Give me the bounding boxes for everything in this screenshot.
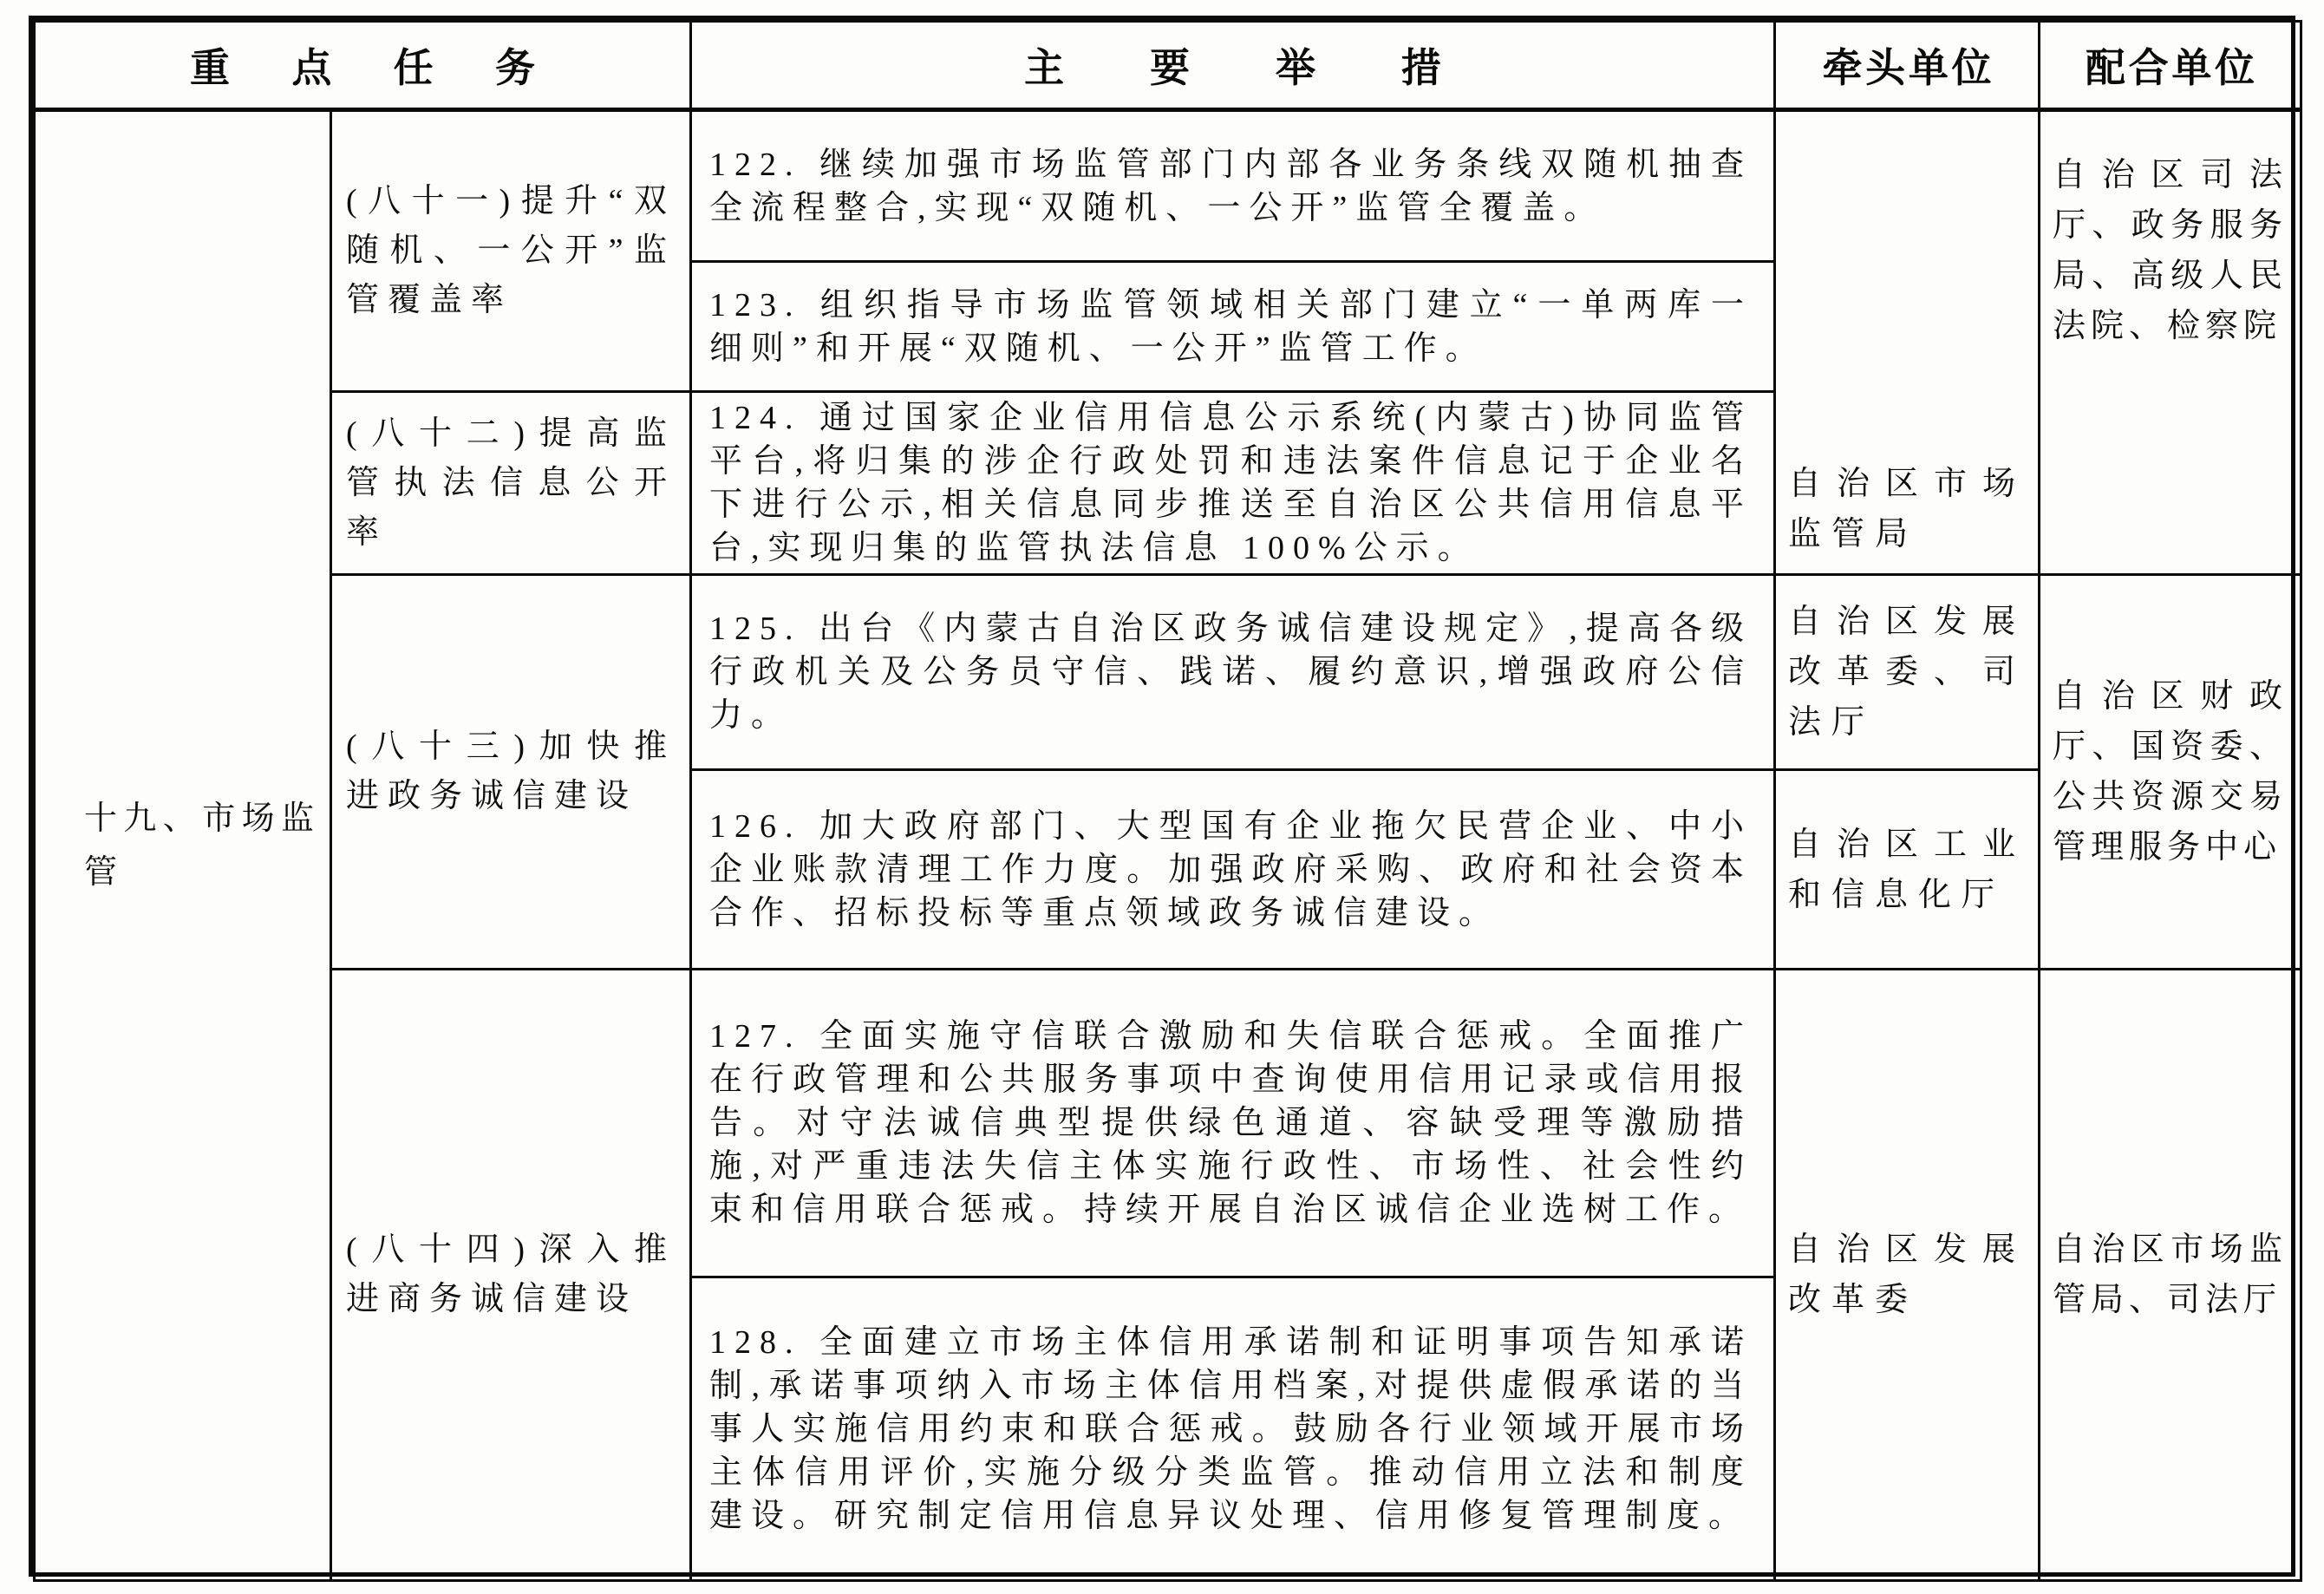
measure-cell-123: 123. 组织指导市场监管领域相关部门建立“一单两库一细则”和开展“双随机、一公开”监管工作。 xyxy=(691,262,1775,392)
header-lead-unit xyxy=(1775,22,2040,110)
coop-unit-cell-125-126: 自治区财政厅、国资委、公共资源交易管理服务中心 xyxy=(2040,575,2301,970)
task-cell-84: (八十四)深入推进商务诚信建设 xyxy=(331,970,691,1581)
header-main-measures-label: 主要举措 xyxy=(1024,45,1527,90)
coop-unit-cell-127-128: 自治区市场监管局、司法厅 xyxy=(2040,970,2301,1581)
measure-cell-124: 124. 通过国家企业信用信息公示系统(内蒙古)协同监管平台,将归集的涉企行政处罚和违法案件信息记于企业名下进行公示,相关信息同步推送至自治区公共信用信息平台,实现归集的监管执法信息 100%公示。 xyxy=(691,392,1775,575)
header-coop-unit-label: 配合单位 xyxy=(2085,45,2258,90)
row-125 xyxy=(35,575,2301,770)
task-cell-82: (八十二)提高监管执法信息公开率 xyxy=(331,392,691,575)
measure-cell-127: 127. 全面实施守信联合激励和失信联合惩戒。全面推广在行政管理和公共服务事项中查询使用信用记录或信用报告。对守法诚信典型提供绿色通道、容缺受理等激励措施,对严重违法失信主体实施行政性、市场性、社会性约束和信用联合惩戒。持续开展自治区诚信企业选树工作。 xyxy=(691,970,1775,1277)
government-work-table xyxy=(33,20,2302,1582)
task-measures-table xyxy=(29,16,2295,1577)
category-cell-market-regulation: 十九、市场监管 xyxy=(35,110,331,1581)
row-122 xyxy=(35,110,2301,262)
task-cell-83: (八十三)加快推进政务诚信建设 xyxy=(331,575,691,970)
header-main-measures xyxy=(691,22,1775,110)
header-key-tasks-label: 重点任务 xyxy=(190,45,597,90)
lead-unit-cell-122-124: 自治区市场监管局 xyxy=(1775,110,2040,575)
lead-unit-cell-127-128: 自治区发展改革委 xyxy=(1775,970,2040,1581)
measure-cell-125: 125. 出台《内蒙古自治区政务诚信建设规定》,提高各级行政机关及公务员守信、践诺、履约意识,增强政府公信力。 xyxy=(691,575,1775,770)
task-cell-81: (八十一)提升“双随机、一公开”监管覆盖率 xyxy=(331,110,691,392)
lead-unit-cell-126: 自治区工业和信息化厅 xyxy=(1775,770,2040,970)
measure-cell-122: 122. 继续加强市场监管部门内部各业务条线双随机抽查全流程整合,实现“双随机、一公开”监管全覆盖。 xyxy=(691,110,1775,262)
header-coop-unit xyxy=(2040,22,2301,110)
measure-cell-128: 128. 全面建立市场主体信用承诺制和证明事项告知承诺制,承诺事项纳入市场主体信用档案,对提供虚假承诺的当事人实施信用约束和联合惩戒。鼓励各行业领域开展市场主体信用评价,实施分级分类监管。推动信用立法和制度建设。研究制定信用信息异议处理、信用修复管理制度。 xyxy=(691,1277,1775,1581)
coop-unit-cell-122-124: 自治区司法厅、政务服务局、高级人民法院、检察院 xyxy=(2040,110,2301,575)
lead-unit-cell-125: 自治区发展改革委、司法厅 xyxy=(1775,575,2040,770)
header-row xyxy=(35,22,2301,110)
measure-cell-126: 126. 加大政府部门、大型国有企业拖欠民营企业、中小企业账款清理工作力度。加强政府采购、政府和社会资本合作、招标投标等重点领域政务诚信建设。 xyxy=(691,770,1775,970)
row-127 xyxy=(35,970,2301,1277)
header-lead-unit-label: 牵头单位 xyxy=(1822,45,1995,90)
header-key-tasks xyxy=(35,22,691,110)
